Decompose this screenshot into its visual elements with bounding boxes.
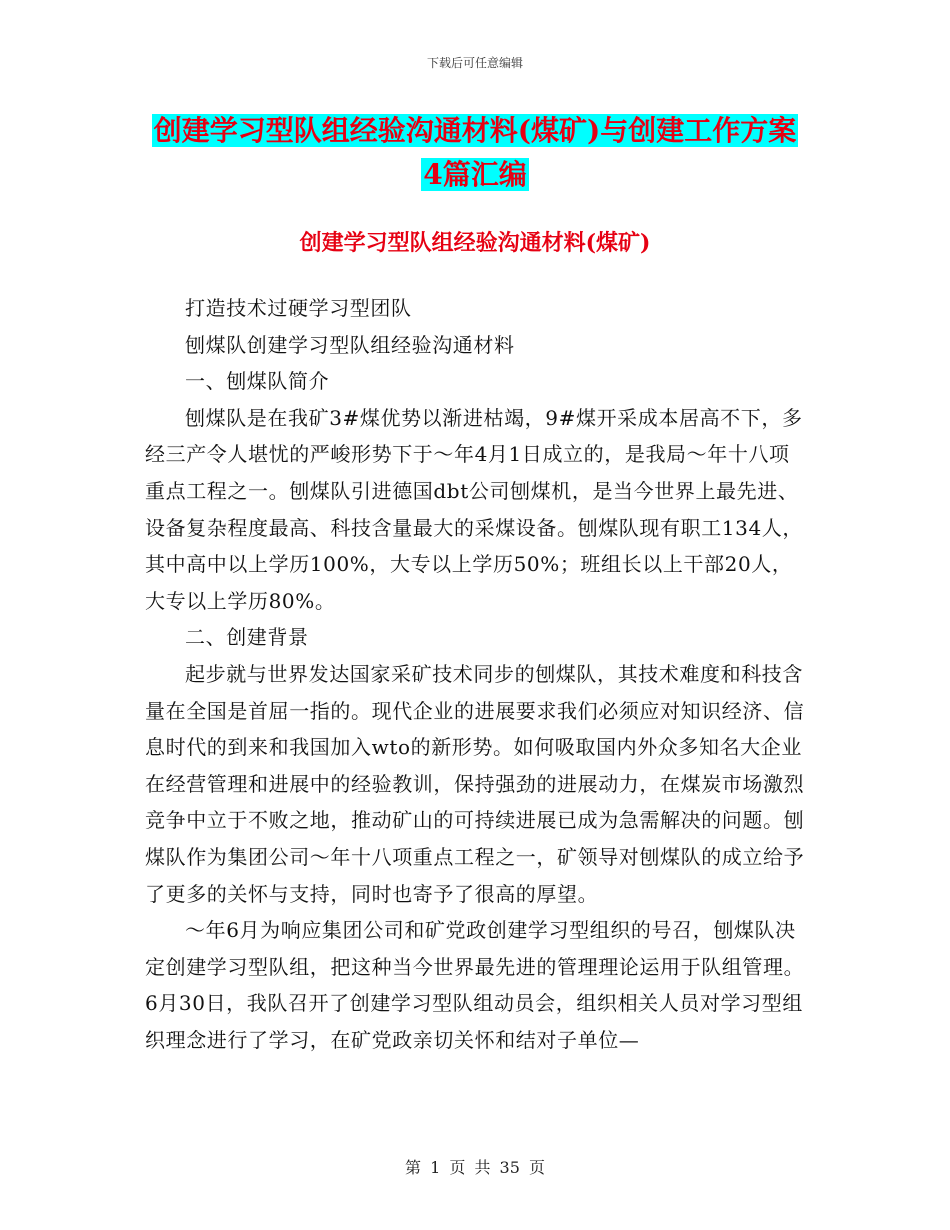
paragraph-launch: ～年6月为响应集团公司和矿党政创建学习型组织的号召，刨煤队决定创建学习型队组，把这种当今世界最先进的管理理论运用于队组管理。6月30日，我队召开了创建学习型队组动员会，组织相关人员对学习型组织理念进行了学习，在矿党政亲切关怀和结对子单位—: [145, 918, 805, 1052]
paragraph-team-intro: 刨煤队是在我矿3#煤优势以渐进枯竭，9#煤开采成本居高不下，多经三产令人堪忧的严峻形势下于～年4月1日成立的，是我局～年十八项重点工程之一。刨煤队引进德国dbt公司刨煤机，是当今世界上最先进、设备复杂程度最高、科技含量最大的采煤设备。刨煤队现有职工134人，其中高中以上学历100%，大专以上学历50%；班组长以上干部20人，大专以上学历80%。: [145, 405, 803, 613]
title-highlight: 创建学习型队组经验沟通材料(煤矿)与创建工作方案: [153, 114, 797, 147]
heading-background: 二、创建背景: [185, 625, 309, 650]
paragraph-subtitle: 打造技术过硬学习型团队: [185, 296, 412, 320]
paragraph-material-title: 刨煤队创建学习型队组经验沟通材料: [185, 332, 515, 357]
title-highlight: 4篇汇编: [423, 158, 527, 191]
document-body: [145, 290, 805, 1058]
section-title: 创建学习型队组经验沟通材料(煤矿): [299, 230, 651, 256]
paragraph-background: 起步就与世界发达国家采矿技术同步的刨煤队，其技术难度和科技含量在全国是首屈一指的。现代企业的进展要求我们必须应对知识经济、信息时代的到来和我国加入wto的新形势。如何吸取国内外众多知名大企业在经营管理和进展中的经验教训，保持强劲的进展动力，在煤炭市场激烈竞争中立于不败之地，推动矿山的可持续进展已成为急需解决的问题。刨煤队作为集团公司～年十八项重点工程之一，矿领导对刨煤队的成立给予了更多的关怀与支持，同时也寄予了很高的厚望。: [145, 661, 805, 906]
page-footer: 第 1 页 共 35 页: [405, 1158, 545, 1177]
document-title-line-1: [145, 108, 805, 154]
heading-team-intro: 一、刨煤队简介: [185, 369, 330, 394]
document-title-line-2: [145, 152, 805, 198]
header-note: 下载后可任意编辑: [426, 56, 523, 70]
